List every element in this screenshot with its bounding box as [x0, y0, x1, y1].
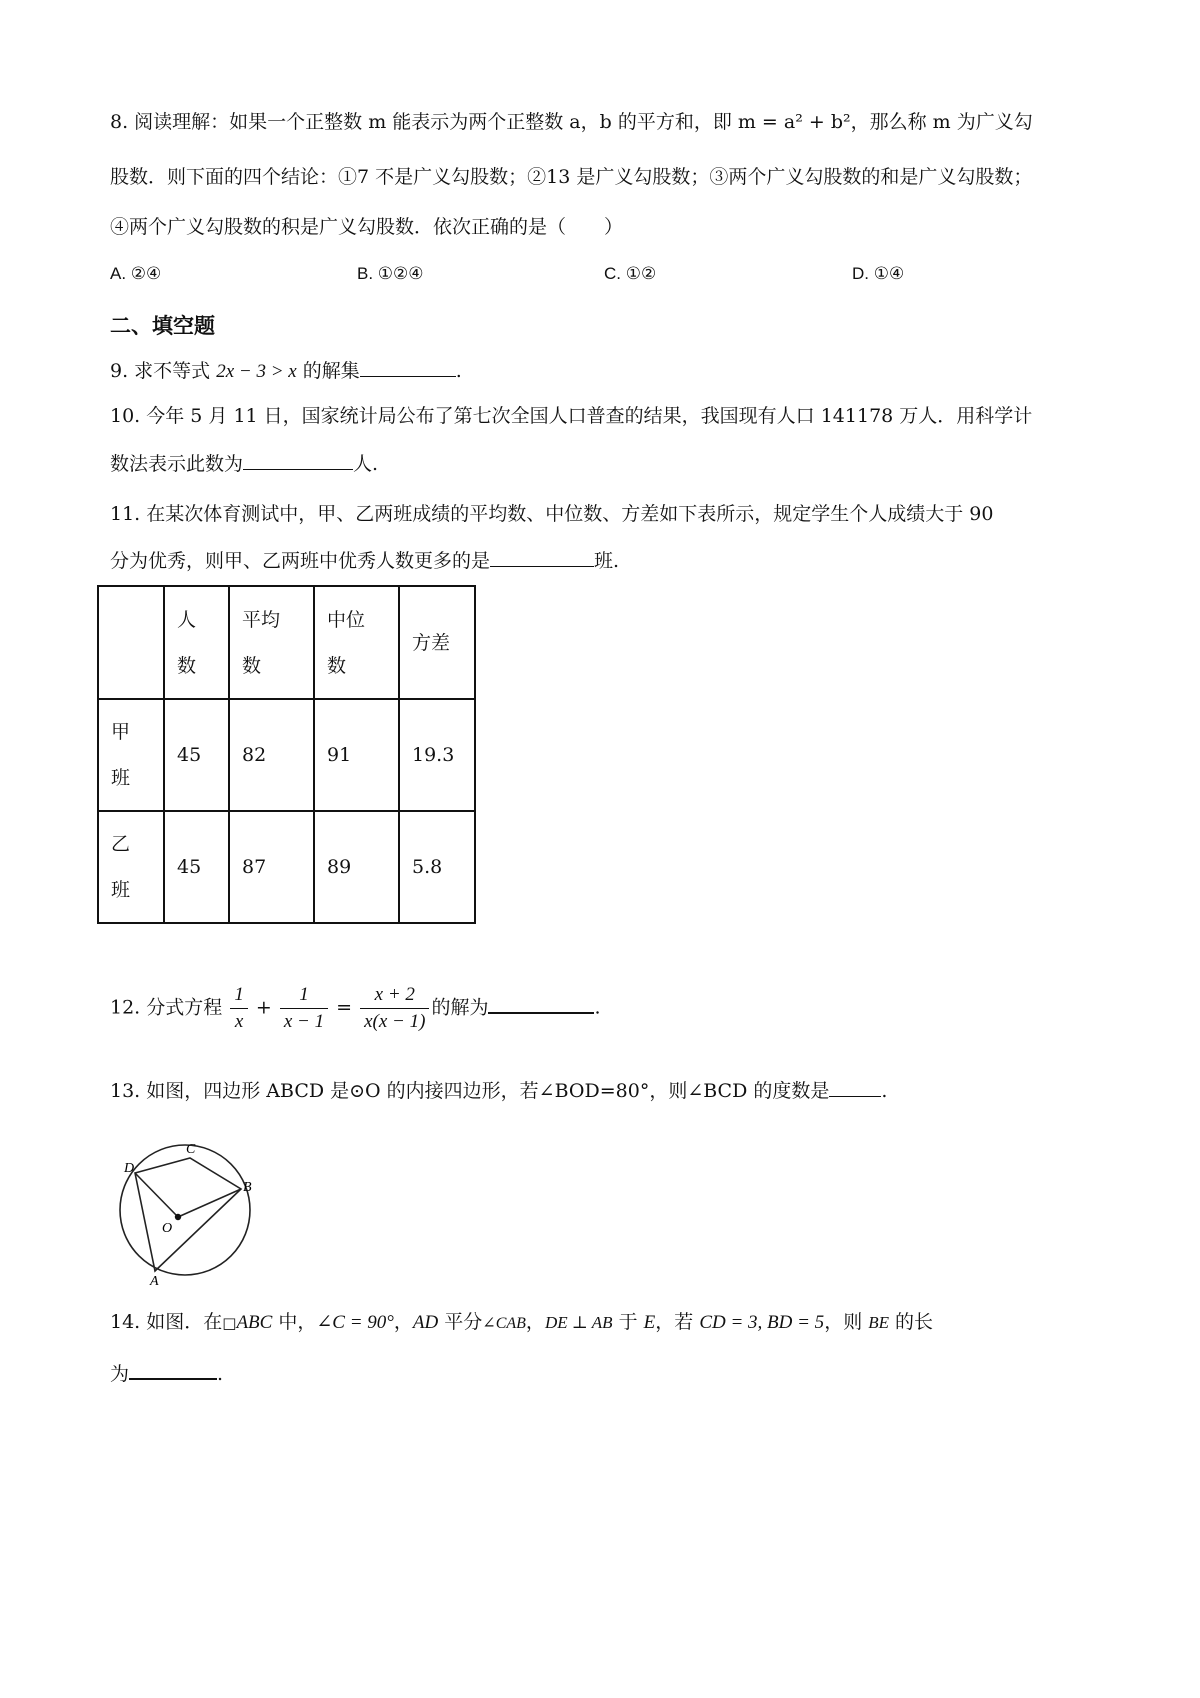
statistics-table: [97, 585, 476, 924]
q12-equals: =: [336, 996, 353, 1019]
q13-answer-blank: [829, 1078, 881, 1097]
q14-text: 14. 如图．在: [110, 1311, 223, 1333]
table-cell: 89: [314, 811, 399, 923]
label-o: O: [162, 1221, 173, 1236]
circle-o: [120, 1145, 250, 1275]
q9-prefix: 9. 求不等式: [110, 360, 217, 382]
q11-line1: 11. 在某次体育测试中，甲、乙两班成绩的平均数、中位数、方差如下表所示，规定学生个人成绩大于 90: [110, 503, 994, 525]
table-header-row: [98, 586, 475, 699]
q11-line2-suffix: 班.: [594, 550, 620, 572]
label-d: D: [124, 1161, 135, 1176]
q12-fraction-2: $\frac{1}{x - 1}$: [280, 982, 328, 1035]
q11-answer-blank: [490, 548, 594, 567]
q12-answer-blank: [488, 994, 594, 1014]
q9: [110, 358, 462, 385]
q13-end: .: [881, 1080, 888, 1102]
table-row-label: 甲 班: [98, 699, 164, 811]
q11-line2: [110, 548, 619, 574]
q14-line2: 为 .: [110, 1360, 223, 1387]
table-row-label: 乙 班: [98, 811, 164, 923]
quadrilateral-abcd: [135, 1158, 241, 1271]
table-header-cell: 人 数: [164, 586, 229, 699]
label-b: B: [243, 1180, 252, 1195]
q14-line1: 14. 如图．在□ABC 中，∠C = 90°，AD 平分∠CAB，DE ⊥ AB 于 E，若 CD = 3, BD = 5，则 BE 的长: [110, 1311, 934, 1333]
table-cell: 45: [164, 811, 229, 923]
table-cell: 82: [229, 699, 314, 811]
table-header-cell: 中位 数: [314, 586, 399, 699]
q12-suffix: 的解为: [431, 996, 489, 1019]
table-cell: 87: [229, 811, 314, 923]
q8-option-b: B. ①②④: [357, 264, 424, 283]
table-header-cell: [98, 586, 164, 699]
table-cell: 19.3: [399, 699, 475, 811]
label-a: A: [150, 1274, 159, 1285]
table-cell: 5.8: [399, 811, 475, 923]
q10-answer-blank: [243, 451, 353, 470]
q10-line2: [110, 451, 378, 477]
q10-line1: 10. 今年 5 月 11 日，国家统计局公布了第七次全国人口普查的结果，我国现有人口 141178 万人．用科学计: [110, 405, 1033, 427]
triangle-symbol-icon: □: [222, 1314, 237, 1332]
label-c: C: [186, 1142, 196, 1157]
q12: [110, 982, 601, 1035]
q9-expression: 2x − 3 > x: [216, 361, 297, 382]
q9-answer-blank: [360, 358, 456, 377]
q12-fraction-3: $\frac{x + 2}{x(x - 1)}$: [360, 982, 429, 1035]
q8-option-d: D. ①④: [852, 264, 905, 283]
q14-triangle: ABC: [236, 1312, 273, 1333]
q12-prefix: 12. 分式方程: [110, 996, 223, 1019]
table-cell: 45: [164, 699, 229, 811]
section-title: 二、填空题: [110, 314, 215, 338]
table-header-cell: 平均 数: [229, 586, 314, 699]
q8-option-c: C. ①②: [604, 264, 657, 283]
table-header-cell: 方差: [399, 586, 475, 699]
q8-option-a: A. ②④: [110, 264, 162, 283]
q10-line2-suffix: 人.: [353, 453, 379, 475]
q10-line2-prefix: 数法表示此数为: [110, 453, 244, 475]
table-row: [98, 811, 475, 923]
q14-answer-blank: [129, 1360, 217, 1380]
center-point: [175, 1214, 181, 1220]
q13: [110, 1078, 887, 1104]
q12-fraction-1: $\frac{1}{x}$: [230, 982, 248, 1035]
q14-condition-angle: ∠C = 90°: [316, 1312, 394, 1333]
q9-end: .: [455, 360, 462, 382]
table-row: [98, 699, 475, 811]
segment-do: [135, 1173, 178, 1217]
q9-suffix: 的解集: [296, 360, 360, 382]
segment-ob: [178, 1189, 241, 1217]
q8-line1: 8. 阅读理解：如果一个正整数 m 能表示为两个正整数 a，b 的平方和，即 m = a² + b²，那么称 m 为广义勾: [110, 111, 1033, 133]
q11-line2-prefix: 分为优秀，则甲、乙两班中优秀人数更多的是: [110, 550, 491, 572]
q12-end: .: [594, 996, 601, 1019]
table-cell: 91: [314, 699, 399, 811]
q8-line3: ④两个广义勾股数的积是广义勾股数．依次正确的是（ ）: [110, 216, 624, 238]
q12-plus: +: [255, 996, 272, 1019]
q8-line2: 股数．则下面的四个结论：①7 不是广义勾股数；②13 是广义勾股数；③两个广义勾股数的和是广义勾股数；: [110, 166, 1033, 188]
circle-quadrilateral-figure: [110, 1125, 270, 1285]
q13-text: 13. 如图，四边形 ABCD 是⊙O 的内接四边形，若∠BOD=80°，则∠BCD 的度数是: [110, 1080, 830, 1102]
